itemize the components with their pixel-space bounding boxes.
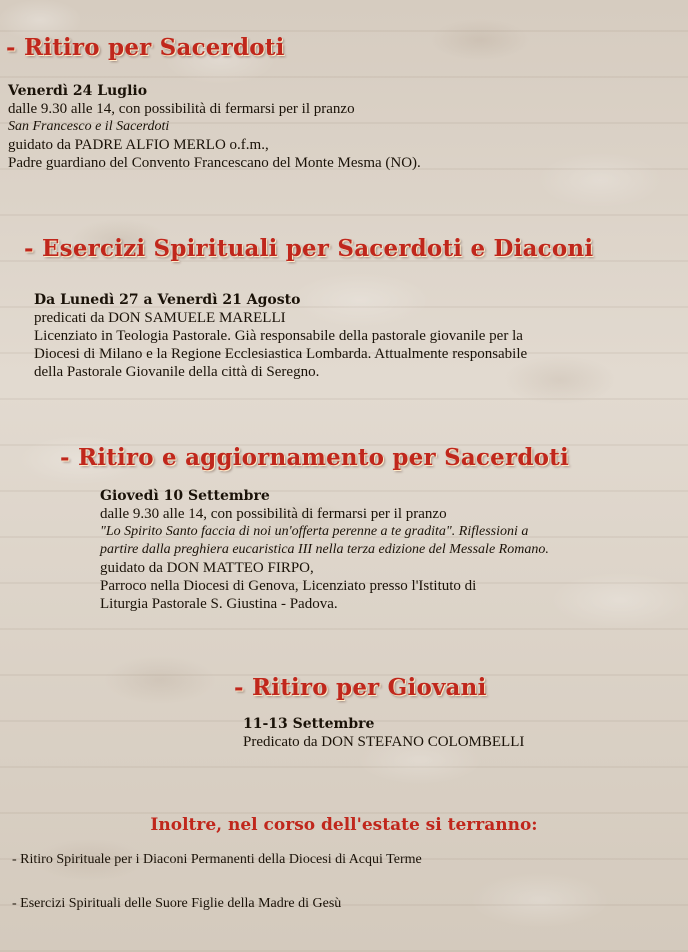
extra-event-item: - Esercizi Spirituali delle Suore Figlie della Madre di Gesù (12, 896, 342, 911)
section-title-ritiro-giovani: - Ritiro per Giovani (234, 674, 487, 701)
inoltre-heading: Inoltre, nel corso dell'estate si terranno: (150, 815, 538, 835)
section-ritiro-sacerdoti (8, 82, 421, 172)
section-title-ritiro-sacerdoti: - Ritiro per Sacerdoti (6, 34, 285, 61)
extra-event-item: - Ritiro Spirituale per i Diaconi Permanenti della Diocesi di Acqui Terme (12, 852, 422, 867)
event-theme: San Francesco e il Sacerdoti (8, 119, 170, 134)
event-theme-line: partire dalla preghiera eucaristica III nella terza edizione del Messale Romano. (100, 542, 549, 557)
event-guide-description-line: Parroco nella Diocesi di Genova, Licenziato presso l'Istituto di (100, 578, 477, 594)
section-title-esercizi-spirituali: - Esercizi Spirituali per Sacerdoti e Diaconi (24, 235, 594, 262)
section-title-ritiro-aggiornamento: - Ritiro e aggiornamento per Sacerdoti (60, 444, 569, 471)
event-guide: guidato da DON MATTEO FIRPO, (100, 560, 314, 576)
event-date: Venerdì 24 Luglio (8, 83, 148, 99)
event-date: 11-13 Settembre (243, 716, 375, 732)
section-ritiro-giovani (243, 715, 524, 751)
section-esercizi-spirituali (34, 291, 527, 381)
event-description-line: della Pastorale Giovanile della città di Seregno. (34, 364, 320, 380)
event-guide-description: Padre guardiano del Convento Francescano del Monte Mesma (NO). (8, 155, 421, 171)
event-time: dalle 9.30 alle 14, con possibilità di fermarsi per il pranzo (100, 506, 447, 522)
event-preacher: Predicato da DON STEFANO COLOMBELLI (243, 734, 525, 750)
event-date: Da Lunedì 27 a Venerdì 21 Agosto (34, 292, 301, 308)
section-ritiro-aggiornamento (100, 487, 549, 613)
event-guide: guidato da PADRE ALFIO MERLO o.f.m., (8, 137, 269, 153)
event-guide-description-line: Liturgia Pastorale S. Giustina - Padova. (100, 596, 338, 612)
event-theme-line: "Lo Spirito Santo faccia di noi un'offerta perenne a te gradita". Riflessioni a (100, 524, 529, 539)
event-preacher: predicati da DON SAMUELE MARELLI (34, 310, 286, 326)
event-description-line: Licenziato in Teologia Pastorale. Già responsabile della pastorale giovanile per la (34, 328, 523, 344)
event-date: Giovedì 10 Settembre (100, 488, 270, 504)
event-time: dalle 9.30 alle 14, con possibilità di fermarsi per il pranzo (8, 101, 355, 117)
event-description-line: Diocesi di Milano e la Regione Ecclesiastica Lombarda. Attualmente responsabile (34, 346, 528, 362)
